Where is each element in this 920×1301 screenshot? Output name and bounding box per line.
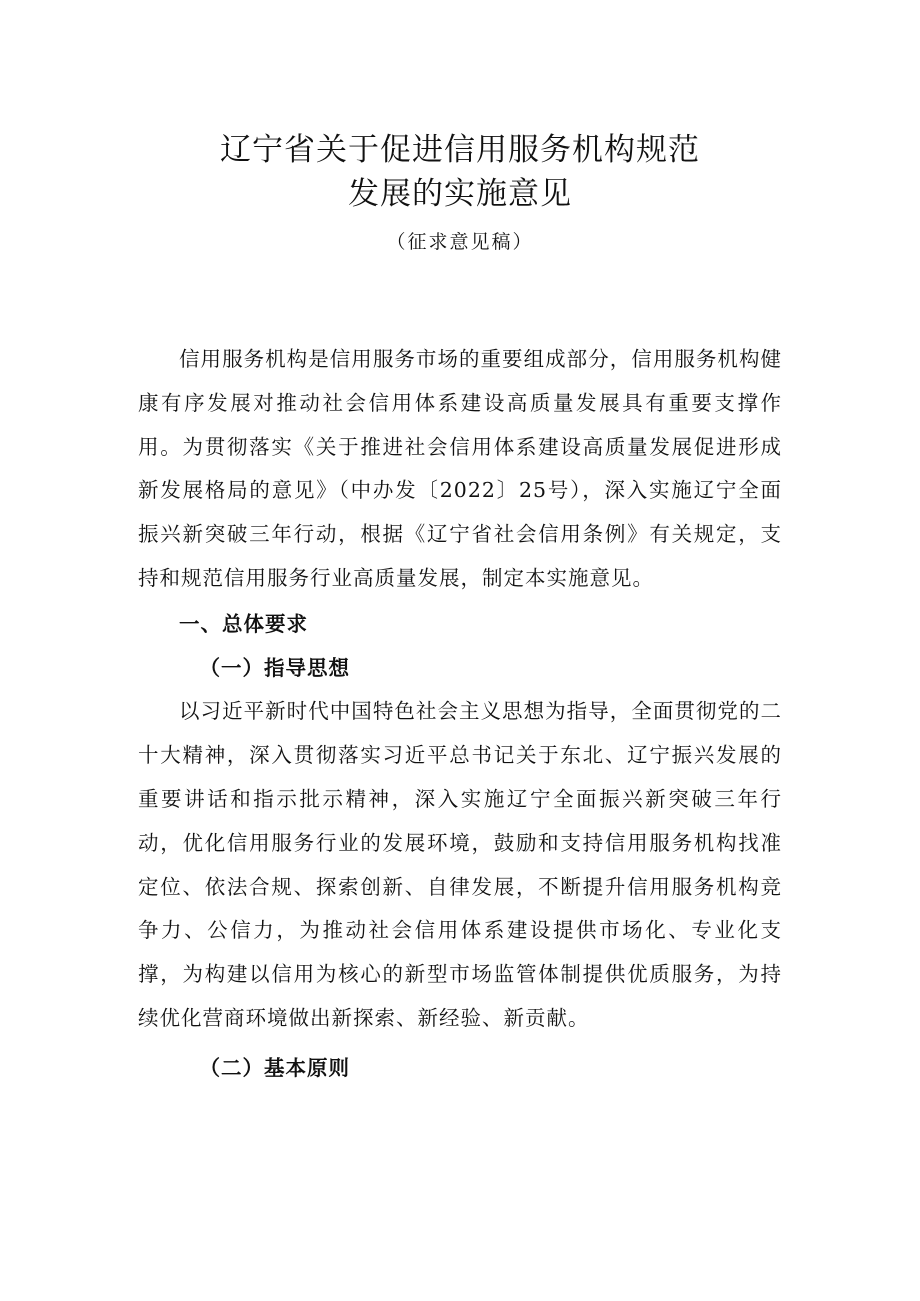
subsection-heading-basic-principles: （二）基本原则 [199, 1055, 350, 1080]
subsection-heading-guiding-ideology: （一）指导思想 [199, 655, 350, 680]
guiding-ideology-paragraph: 以习近平新时代中国特色社会主义思想为指导，全面贯彻党的二十大精神，深入贯彻落实习近平总书记关于东北、辽宁振兴发展的重要讲话和指示批示精神，深入实施辽宁全面振兴新突破三年行动，优化信用服务行业的发展环境，鼓励和支持信用服务机构找准定位、依法合规、探索创新、自律发展，不断提升信用服务机构竞争力、公信力，为推动社会信用体系建设提供市场化、专业化支撑，为构建以信用为核心的新型市场监管体制提供优质服务，为持续优化营商环境做出新探索、新经验、新贡献。 [138, 699, 782, 1030]
title-line-1: 辽宁省关于促进信用服务机构规范 [220, 132, 700, 168]
document-title [138, 128, 782, 216]
document-body [138, 338, 782, 1091]
intro-paragraph: 信用服务机构是信用服务市场的重要组成部分，信用服务机构健康有序发展对推动社会信用体系建设高质量发展具有重要支撑作用。为贯彻落实《关于推进社会信用体系建设高质量发展促进形成新发展格局的意见》（中办发〔2022〕25号），深入实施辽宁全面振兴新突破三年行动，根据《辽宁省社会信用条例》有关规定，支持和规范信用服务行业高质量发展，制定本实施意见。 [138, 347, 782, 590]
title-line-2: 发展的实施意见 [348, 176, 572, 212]
section-heading-general-requirements: 一、总体要求 [179, 611, 308, 636]
document-subtitle: （征求意见稿） [386, 231, 534, 253]
